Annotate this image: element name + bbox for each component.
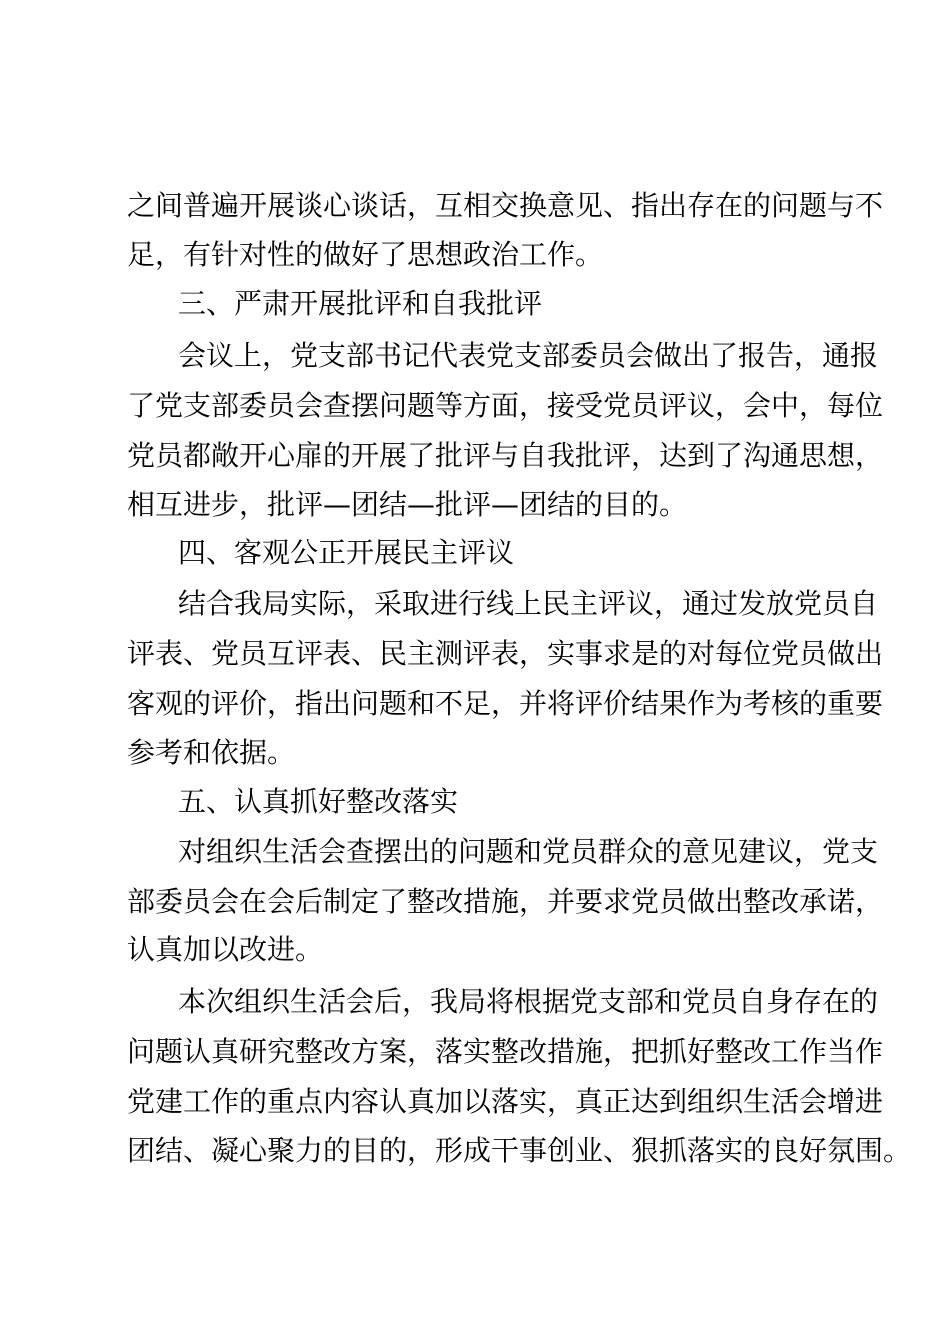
section-heading: 三、严肃开展批评和自我批评: [178, 287, 543, 320]
paragraph-line: 相互进步，批评—团结—批评—团结的目的。: [127, 488, 688, 521]
paragraph-line: 对组织生活会查摆出的问题和党员群众的意见建议，党支: [178, 835, 879, 868]
paragraph-line: 问题认真研究整改方案，落实整改措施，把抓好整改工作当作: [127, 1035, 884, 1068]
paragraph-line: 会议上，党支部书记代表党支部委员会做出了报告，通报: [178, 339, 879, 372]
paragraph-line: 团结、凝心聚力的目的，形成干事创业、狠抓落实的良好氛围。: [127, 1134, 912, 1167]
paragraph-line: 客观的评价，指出问题和不足，并将评价结果作为考核的重要: [127, 687, 884, 720]
paragraph-line: 之间普遍开展谈心谈话，互相交换意见、指出存在的问题与不: [127, 189, 884, 222]
paragraph-line: 认真加以改进。: [127, 933, 324, 966]
paragraph-line: 党员都敞开心扉的开展了批评与自我批评，达到了沟通思想，: [127, 439, 884, 472]
section-heading: 五、认真抓好整改落实: [178, 785, 459, 818]
paragraph-line: 本次组织生活会后，我局将根据党支部和党员自身存在的: [178, 985, 879, 1018]
paragraph-line: 了党支部委员会查摆问题等方面，接受党员评议，会中，每位: [127, 389, 884, 422]
paragraph-line: 结合我局实际，采取进行线上民主评议，通过发放党员自: [178, 587, 879, 620]
paragraph-line: 参考和依据。: [127, 736, 296, 769]
section-heading: 四、客观公正开展民主评议: [178, 536, 515, 569]
paragraph-line: 评表、党员互评表、民主测评表，实事求是的对每位党员做出: [127, 637, 884, 670]
paragraph-line: 部委员会在会后制定了整改措施，并要求党员做出整改承诺，: [127, 885, 884, 918]
paragraph-line: 足，有针对性的做好了思想政治工作。: [127, 238, 604, 271]
paragraph-line: 党建工作的重点内容认真加以落实，真正达到组织生活会增进: [127, 1085, 884, 1118]
